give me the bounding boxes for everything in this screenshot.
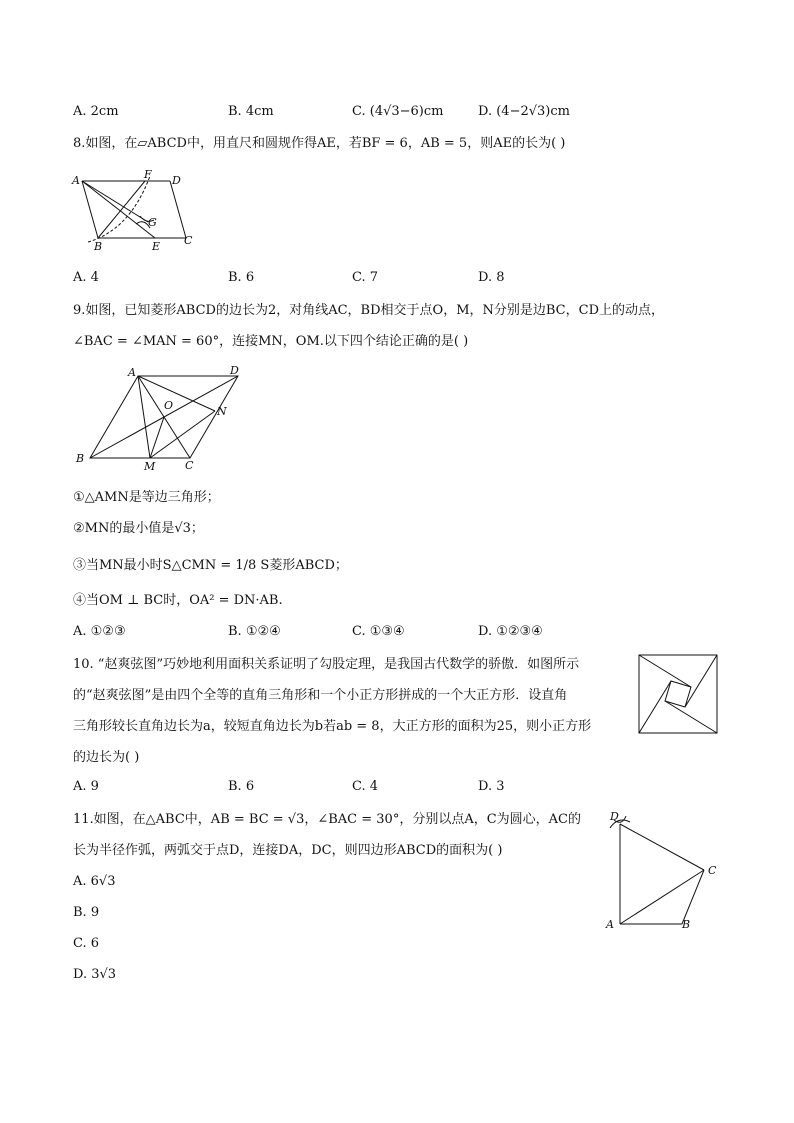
q11-label-d: D — [610, 810, 619, 823]
q10-zhao-shuang-figure — [638, 654, 720, 736]
q10-stem-line2: 的“赵爽弦图”是由四个全等的直角三角形和一个小正方形拼成的一个大正方形．设直角 — [73, 688, 568, 703]
q9-label-d: D — [230, 364, 239, 377]
q11-stem-line2: 长为半径作弧，两弧交于点D，连接DA，DC，则四边形ABCD的面积为( ) — [73, 843, 503, 858]
q11-label-b: B — [682, 918, 691, 931]
q9-conclusion-2: ②MN的最小值是√3； — [73, 521, 204, 536]
q9-stem-line2: ∠BAC = ∠MAN = 60°，连接MN，OM.以下四个结论正确的是( ) — [73, 334, 469, 349]
q10-option-b: B. 6 — [228, 779, 255, 794]
q8-label-b: B — [94, 240, 103, 252]
q9-option-b: B. ①②④ — [228, 624, 281, 639]
q10-option-c: C. 4 — [352, 779, 379, 794]
q9-label-m: M — [144, 460, 156, 472]
q9-label-b: B — [76, 452, 85, 465]
q10-stem-line4: 的边长为( ) — [73, 750, 140, 765]
q8-label-f: F — [144, 168, 152, 181]
q11-option-c: C. 6 — [73, 936, 100, 951]
q10-option-d: D. 3 — [478, 779, 505, 794]
q7-option-a: A. 2cm — [73, 104, 119, 119]
q11-option-a: A. 6√3 — [73, 874, 116, 889]
q10-option-a: A. 9 — [73, 779, 99, 794]
q9-conclusion-4: ④当OM ⊥ BC时，OA² = DN·AB. — [73, 593, 283, 608]
q11-label-c: C — [708, 864, 717, 877]
q11-stem-line1: 11.如图，在△ABC中，AB = BC = √3，∠BAC = 30°，分别以点A，C为圆心，AC的 — [73, 812, 582, 827]
q11-figure — [600, 808, 725, 936]
q8-option-a: A. 4 — [73, 270, 99, 285]
q11-option-d: D. 3√3 — [73, 967, 117, 982]
q10-stem-line1: 10. “赵爽弦图”巧妙地利用面积关系证明了勾股定理，是我国古代数学的骄傲．如图所示 — [73, 657, 580, 672]
q9-option-c: C. ①③④ — [352, 624, 405, 639]
q8-stem: 8.如图，在▱ABCD中，用直尺和圆规作得AE，若BF = 6，AB = 5，则AE的长为( ) — [73, 136, 566, 151]
q8-label-d: D — [172, 174, 181, 187]
q7-option-b: B. 4cm — [228, 104, 274, 119]
q9-conclusion-3: ③当MN最小时S△CMN = 1/8 S菱形ABCD； — [73, 558, 348, 573]
q8-figure — [70, 168, 200, 252]
q8-label-a: A — [72, 174, 80, 187]
q8-option-b: B. 6 — [228, 270, 255, 285]
q11-option-b: B. 9 — [73, 905, 100, 920]
q9-conclusion-1: ①△AMN是等边三角形； — [73, 490, 220, 505]
q8-label-c: C — [184, 234, 193, 247]
q7-option-d: D. (4−2√3)cm — [478, 104, 570, 119]
q9-label-o: O — [164, 399, 174, 412]
q10-stem-line3: 三角形较长直角边长为a，较短直角边长为b若ab = 8，大正方形的面积为25，则小正方形 — [73, 719, 592, 734]
q8-label-e: E — [152, 240, 161, 252]
q9-label-a: A — [128, 366, 136, 379]
q9-figure — [72, 362, 252, 472]
q8-option-d: D. 8 — [478, 270, 505, 285]
q11-label-a: A — [606, 918, 614, 931]
q9-option-d: D. ①②③④ — [478, 624, 543, 639]
q8-label-g: G — [148, 216, 157, 229]
q9-label-n: N — [217, 405, 227, 418]
q8-option-c: C. 7 — [352, 270, 379, 285]
q9-option-a: A. ①②③ — [73, 624, 126, 639]
q9-stem-line1: 9.如图，已知菱形ABCD的边长为2，对角线AC，BD相交于点O，M，N分别是边BC，CD上的动点， — [73, 303, 664, 318]
q7-option-c: C. (4√3−6)cm — [352, 104, 444, 119]
q9-label-c: C — [185, 459, 194, 472]
